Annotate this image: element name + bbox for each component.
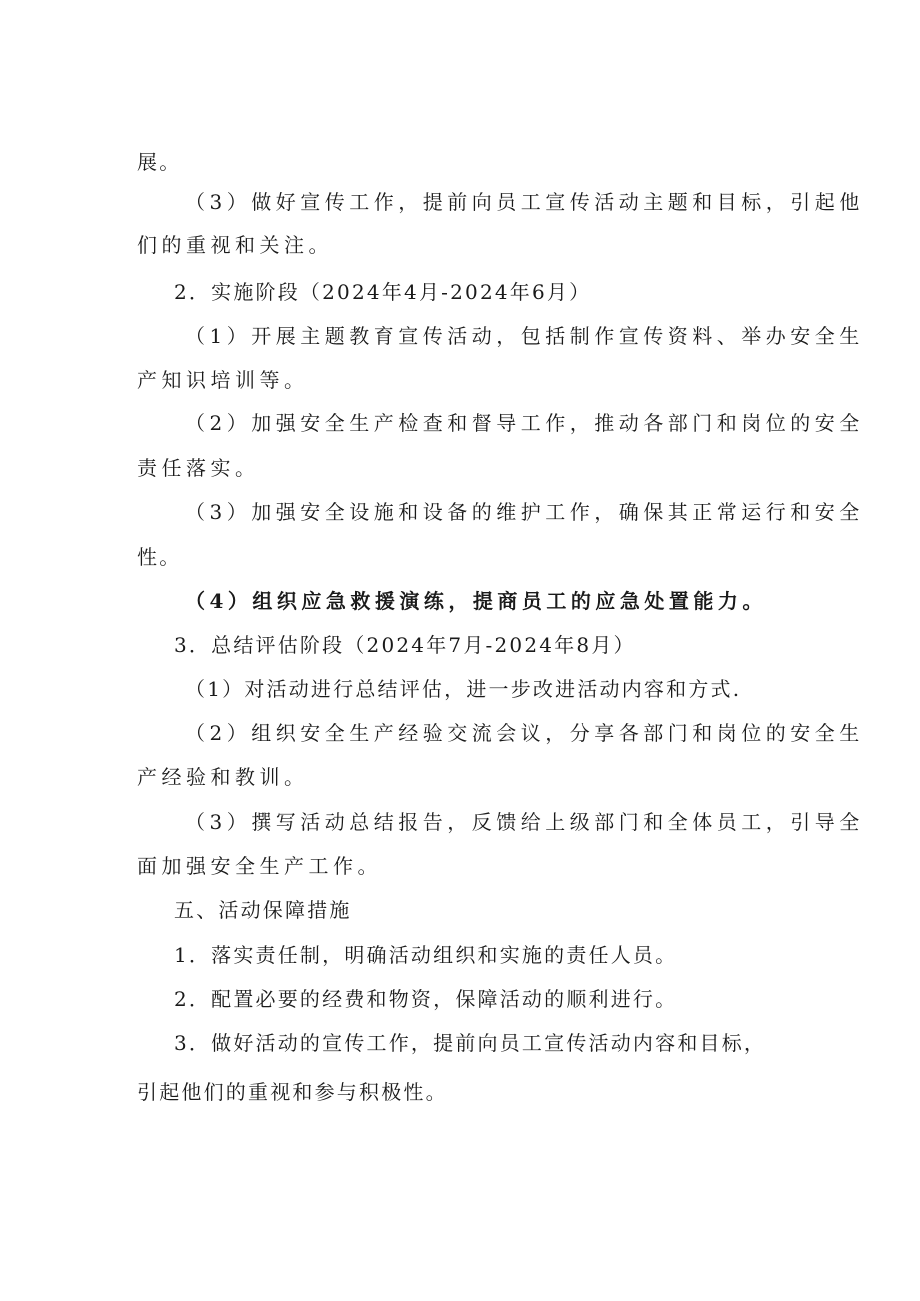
paragraph-line: （2）组织安全生产经验交流会议，分享各部门和岗位的安全生 [185,721,864,745]
paragraph-line: 性。 [137,545,182,569]
paragraph-line: 1．落实责任制，明确活动组织和实施的责任人员。 [174,943,678,967]
paragraph-line: （3）加强安全设施和设备的维护工作，确保其正常运行和安全 [185,500,864,524]
section-heading: 五、活动保障措施 [174,898,352,922]
paragraph-line: 展。 [137,150,182,174]
paragraph-line: （3）撰写活动总结报告，反馈给上级部门和全体员工，引导全 [185,810,864,834]
paragraph-line: （1）开展主题教育宣传活动，包括制作宣传资料、举办安全生 [185,324,864,348]
paragraph-line: 3．做好活动的宣传工作，提前向员工宣传活动内容和目标， [174,1031,767,1055]
paragraph-line: （1）对活动进行总结评估，进一步改进活动内容和方式. [185,677,742,701]
paragraph-line: 引起他们的重视和参与积极性。 [137,1080,448,1104]
paragraph-line: 面加强安全生产工作。 [137,854,382,878]
paragraph-line: 2．配置必要的经费和物资，保障活动的顺利进行。 [174,987,678,1011]
paragraph-line: 们的重视和关注。 [137,233,333,257]
section-heading: 3．总结评估阶段（2024年7月-2024年8月） [174,633,636,657]
paragraph-line: （3）做好宣传工作，提前向员工宣传活动主题和目标，引起他 [185,190,864,214]
section-heading: 2．实施阶段（2024年4月-2024年6月） [174,280,592,304]
paragraph-line: 产知识培训等。 [137,368,309,392]
paragraph-line: （4）组织应急救援演练，提商员工的应急处置能力。 [185,589,767,613]
paragraph-line: 产经验和教训。 [137,765,309,789]
paragraph-line: （2）加强安全生产检查和督导工作，推动各部门和岗位的安全 [185,411,864,435]
paragraph-line: 责任落实。 [137,456,260,480]
